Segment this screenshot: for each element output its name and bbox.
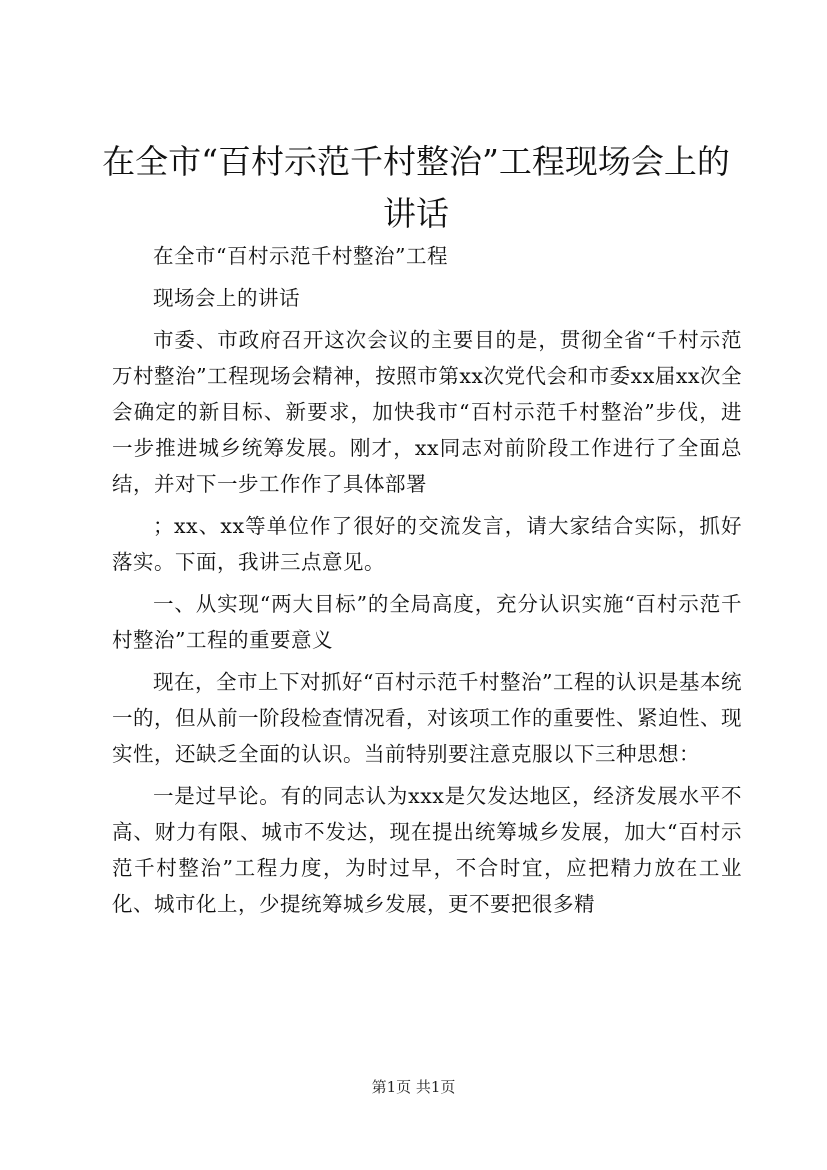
paragraph-subtitle-line-2: 现场会上的讲话 <box>153 286 300 310</box>
page-footer: 第1页 共1页 <box>371 1078 456 1096</box>
document-title: 在全市“百村示范千村整治”工程现场会上的讲话 <box>102 142 730 233</box>
document-body <box>112 238 742 922</box>
paragraph-intro-continued: ；xx、xx等单位作了很好的交流发言，请大家结合实际，抓好落实。下面，我讲三点意见。 <box>112 514 742 574</box>
paragraph-first-view: 一是过早论。有的同志认为xxx是欠发达地区，经济发展水平不高、财力有限、城市不发达，现在提出统筹城乡发展，加大“百村示范千村整治”工程力度，为时过早，不合时宜，应把精力放在工业化、城市化上，少提统筹城乡发展，更不要把很多精 <box>112 784 742 916</box>
paragraph-intro: 市委、市政府召开这次会议的主要目的是，贯彻全省“千村示范万村整治”工程现场会精神，按照市第xx次党代会和市委xx届xx次全会确定的新目标、新要求，加快我市“百村示范千村整治”步伐，进一步推进城乡统筹发展。刚才，xx同志对前阶段工作进行了全面总结，并对下一步工作作了具体部署 <box>112 328 742 496</box>
section-heading-one: 一、从实现“两大目标”的全局高度，充分认识实施“百村示范千村整治”工程的重要意义 <box>112 592 742 652</box>
paragraph-current-situation: 现在，全市上下对抓好“百村示范千村整治”工程的认识是基本统一的，但从前一阶段检查情况看，对该项工作的重要性、紧迫性、现实性，还缺乏全面的认识。当前特别要注意克服以下三种思想： <box>112 670 742 766</box>
paragraph-subtitle-line-1: 在全市“百村示范千村整治”工程 <box>153 244 448 268</box>
